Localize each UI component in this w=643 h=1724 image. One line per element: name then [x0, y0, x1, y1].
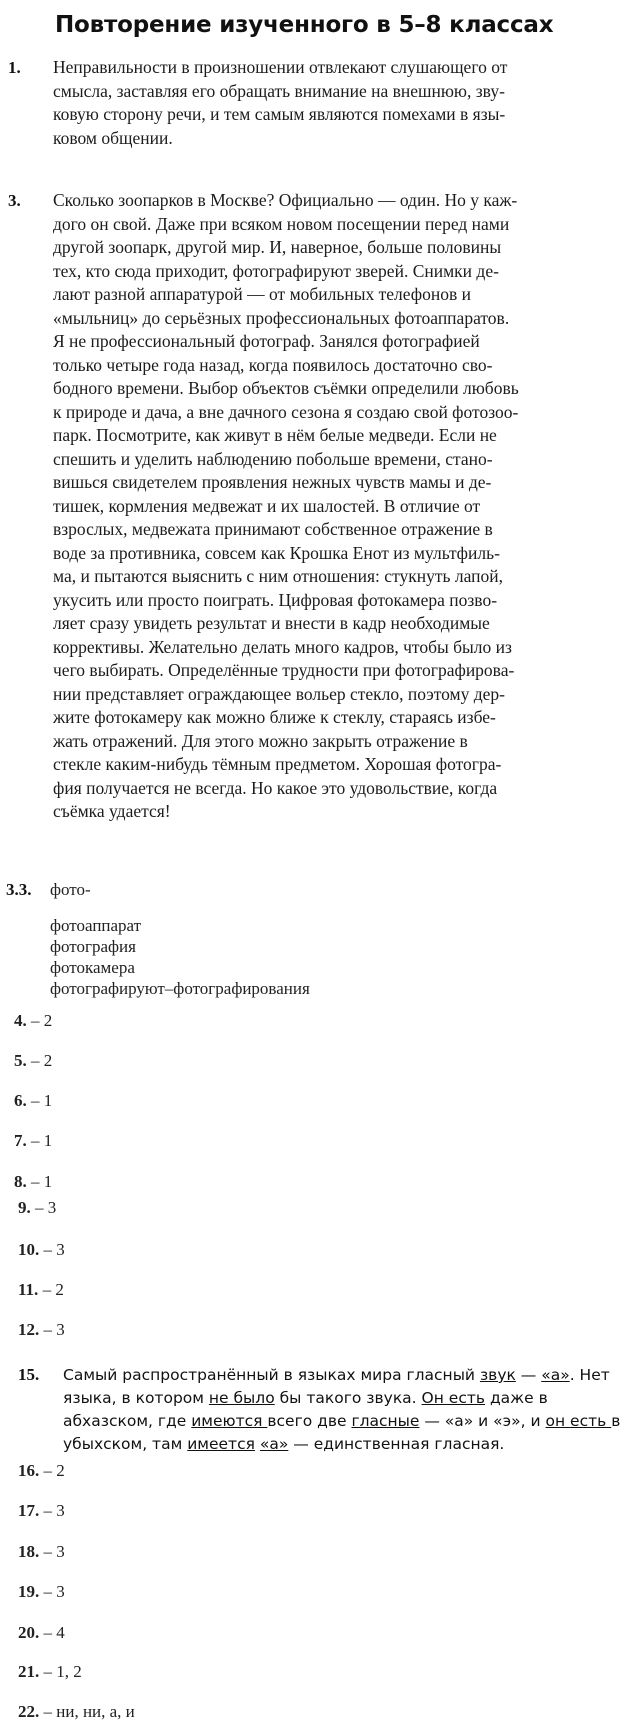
text-segment: всего две [267, 1412, 352, 1430]
answer-item [18, 1702, 135, 1722]
answer-item [18, 1198, 56, 1218]
task-15-paragraph [63, 1364, 633, 1456]
answer-number: 21. [18, 1662, 40, 1681]
text-line: укусить или просто поиграть. Цифровая фотокамера позво- [53, 589, 498, 610]
text-segment: — «а» и «э», и [419, 1412, 546, 1430]
answer-value: – 3 [39, 1582, 65, 1601]
text-segment: Самый распространённый в языках мира гласный [63, 1366, 480, 1384]
text-line: стекле каким-нибудь тёмным предметом. Хорошая фотогра- [53, 754, 502, 774]
answer-value: – 3 [39, 1320, 65, 1339]
text-line: ковом общении. [53, 127, 173, 148]
underlined-word: гласные [351, 1412, 420, 1430]
text-line: жите фотокамеру как можно ближе к стеклу, стараясь избе- [53, 707, 496, 727]
task-3-3-word-list [50, 915, 310, 999]
underlined-word: звук [479, 1366, 516, 1384]
answer-number: 5. [14, 1051, 27, 1070]
answer-number: 12. [18, 1320, 40, 1339]
task-3-3-head: фото- [50, 880, 91, 899]
text-line: взрослых, медвежата принимают собственное отражение в [53, 519, 493, 539]
answer-number: 11. [18, 1280, 39, 1299]
underlined-word: «а» [541, 1366, 570, 1384]
text-line: другой зоопарк, другой мир. И, наверное, больше половины [53, 237, 502, 257]
answer-value: – 3 [30, 1198, 57, 1217]
underlined-word: не было [208, 1389, 275, 1407]
answer-number: 7. [14, 1131, 27, 1150]
answer-item [14, 1011, 52, 1031]
answer-item [18, 1240, 65, 1260]
answer-item [18, 1542, 65, 1562]
answer-number: 22. [18, 1702, 40, 1721]
task-3-paragraph [53, 189, 619, 824]
text-line: ляет сразу увидеть результат и внести в кадр необходимые [53, 613, 490, 633]
text-line: Неправильности в произношении отвлекают слушающего от [53, 57, 508, 77]
answer-number: 8. [14, 1172, 27, 1191]
text-line: вишься свидетелем проявления нежных чувств мамы и де- [53, 472, 492, 492]
text-segment: . Нет языка, в котором [63, 1366, 610, 1407]
text-line: фия получается не всегда. Но какое это удовольствие, когда [53, 777, 498, 798]
text-line: спешить и уделить наблюдению побольше времени, стано- [53, 448, 493, 469]
text-line: жать отражений. Для этого можно закрыть отражение в [53, 730, 468, 751]
text-line: ковую сторону речи, и тем самым являются помехами в язы- [53, 104, 506, 124]
task-3-3-number: 3.3. [6, 880, 32, 899]
answer-value: – 3 [39, 1501, 65, 1520]
answer-value: – 1, 2 [39, 1662, 82, 1681]
answer-number: 10. [18, 1240, 40, 1259]
text-line: лают разной аппаратурой — от мобильных телефонов и [53, 284, 471, 304]
text-line: ма, и пытаются выяснить с ним отношения: стукнуть лапой, [53, 566, 503, 586]
text-segment: бы такого звука. [274, 1389, 422, 1407]
text-line: тех, кто сюда приходит, фотографируют зверей. Снимки де- [53, 260, 499, 281]
text-line: только четыре года назад, когда появилось достаточно сво- [53, 354, 493, 375]
answer-value: – 2 [26, 1011, 53, 1030]
answer-item [14, 1091, 52, 1111]
text-line: воде за противника, совсем как Крошка Енот из мультфиль- [53, 542, 500, 563]
answer-item [18, 1280, 64, 1300]
word-item: фотография [50, 937, 136, 956]
text-line: «мыльниц» до серьёзных профессиональных фотоаппаратов. [53, 307, 510, 328]
text-line: съёмка удается! [53, 801, 171, 821]
text-line: бодного времени. Выбор объектов съёмки определили любовь [53, 378, 519, 398]
answer-value: – 2 [26, 1051, 53, 1070]
answer-number: 9. [18, 1198, 31, 1217]
text-segment: даже в абхазском, где [63, 1389, 548, 1430]
task-15-number: 15. [18, 1365, 40, 1384]
text-segment: — единственная гласная. [288, 1435, 505, 1453]
answer-item [18, 1623, 65, 1643]
answer-item [14, 1051, 52, 1071]
answer-value: – 1 [26, 1091, 53, 1110]
page-title: Повторение изученного в 5–8 классах [55, 12, 554, 38]
text-line: коррективы. Желательно делать много кадров, чтобы было из [53, 636, 512, 657]
answer-item [18, 1582, 65, 1602]
answer-value: – 3 [39, 1240, 65, 1259]
text-line: тишек, кормления медвежат и их шалостей. В отличие от [53, 495, 481, 516]
underlined-word: Он есть [421, 1389, 486, 1407]
text-segment: — [515, 1366, 542, 1384]
text-line: смысла, заставляя его обращать внимание на внешнюю, зву- [53, 80, 505, 101]
underlined-word: он есть [545, 1412, 612, 1430]
text-line: чего выбирать. Определённые трудности при фотографирова- [53, 660, 515, 680]
underlined-word: «а» [259, 1435, 289, 1453]
word-item: фотоаппарат [50, 916, 142, 935]
answer-value: – 2 [39, 1461, 65, 1480]
answer-number: 19. [18, 1582, 40, 1601]
answer-item [18, 1501, 65, 1521]
underlined-word: имеются [191, 1412, 268, 1430]
answer-item [14, 1131, 52, 1151]
word-item: фотокамера [50, 958, 135, 977]
task-3-number: 3. [8, 191, 21, 210]
answer-number: 6. [14, 1091, 27, 1110]
answer-number: 4. [14, 1011, 27, 1030]
text-line: к природе и дача, а вне дачного сезона я создаю свой фотозоо- [53, 401, 519, 422]
answer-value: – 2 [38, 1280, 64, 1299]
answer-number: 17. [18, 1501, 40, 1520]
text-line: парк. Посмотрите, как живут в нём белые медведи. Если не [53, 425, 497, 445]
answer-item [14, 1172, 52, 1192]
answer-item [18, 1662, 82, 1682]
answer-number: 18. [18, 1542, 40, 1561]
answer-item [18, 1320, 65, 1340]
answer-value: – 4 [39, 1623, 65, 1642]
answer-value: – 3 [39, 1542, 65, 1561]
answer-value: – ни, ни, а, и [39, 1702, 135, 1721]
text-line: нии представляет ограждающее вольер стекло, поэтому дер- [53, 683, 506, 704]
answer-number: 16. [18, 1461, 40, 1480]
task-1-paragraph [53, 56, 619, 150]
text-line: Сколько зоопарков в Москве? Официально — один. Но у каж- [53, 190, 518, 210]
text-line: дого он свой. Даже при всяком новом посещении перед нами [53, 213, 510, 234]
answer-value: – 1 [26, 1172, 53, 1191]
answer-number: 20. [18, 1623, 40, 1642]
underlined-word: имеется [187, 1435, 255, 1453]
task-1-number: 1. [8, 58, 21, 77]
text-segment: в убыхском, там [63, 1412, 621, 1453]
answer-item [18, 1461, 65, 1481]
answer-value: – 1 [26, 1131, 53, 1150]
word-item: фотографируют–фотографирования [50, 979, 310, 998]
text-line: Я не профессиональный фотограф. Занялся фотографией [53, 331, 480, 351]
